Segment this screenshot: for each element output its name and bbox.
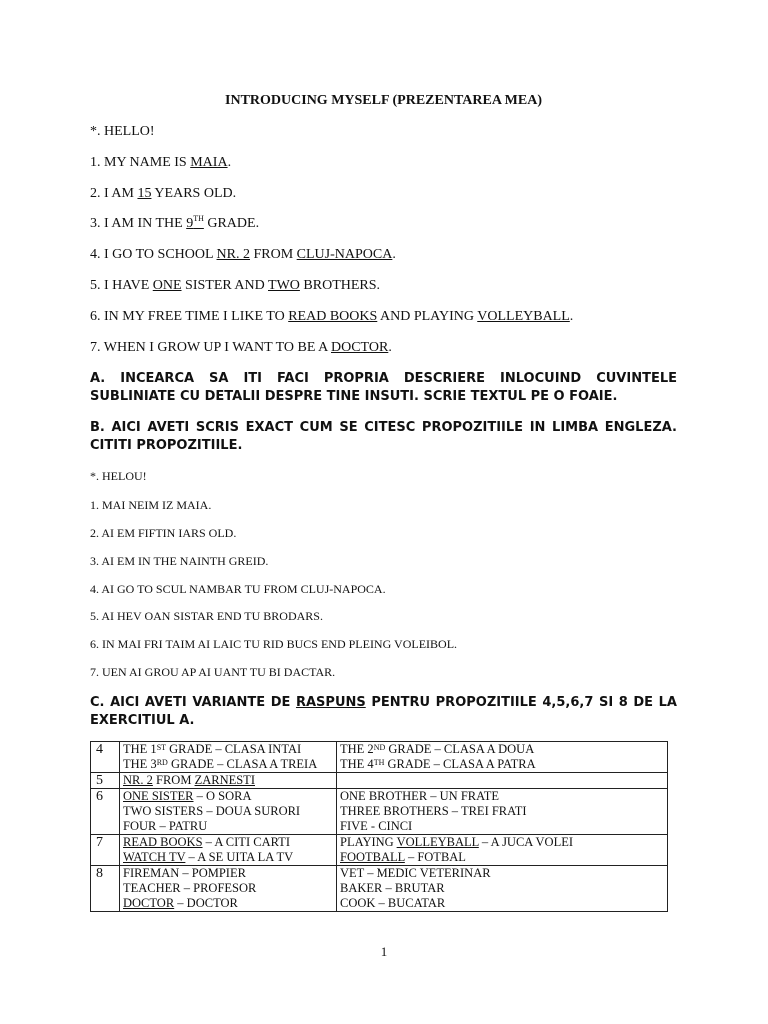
intro-sentence-3: 3. I AM IN THE 9TH GRADE. — [90, 214, 260, 231]
options-cell: ONE SISTER – O SORA TWO SISTERS – DOUA SURORI FOUR – PATRU — [120, 789, 337, 835]
underlined-word: READ BOOKS — [288, 309, 378, 324]
answer-options-table — [90, 741, 668, 912]
phonetic-sentence-7: 7. UEN AI GROU AP AI UANT TU BI DACTAR. — [90, 665, 336, 679]
underlined-word: 9TH — [186, 214, 204, 231]
underlined-word: 15 — [137, 186, 152, 201]
table-row — [91, 835, 668, 866]
phonetic-hello: *. HELOU! — [90, 469, 147, 483]
row-number: 5 — [91, 773, 120, 789]
options-cell: THE 2ND GRADE – CLASA A DOUA THE 4TH GRADE – CLASA A PATRA — [337, 742, 668, 773]
underlined-word: TWO — [268, 278, 300, 293]
intro-sentence-6: 6. IN MY FREE TIME I LIKE TO READ BOOKS AND PLAYING VOLLEYBALL. — [90, 309, 574, 324]
intro-sentence-1: 1. MY NAME IS MAIA. — [90, 155, 232, 170]
options-cell — [337, 773, 668, 789]
row-number: 4 — [91, 742, 120, 773]
intro-hello: *. HELLO! — [90, 124, 155, 139]
phonetic-sentence-6: 6. IN MAI FRI TAIM AI LAIC TU RID BUCS END PLEING VOLEIBOL. — [90, 637, 458, 651]
document-title: INTRODUCING MYSELF (PREZENTAREA MEA) — [225, 93, 542, 108]
phonetic-sentence-4: 4. AI GO TO SCUL NAMBAR TU FROM CLUJ-NAPOCA. — [90, 582, 386, 596]
phonetic-sentence-1: 1. MAI NEIM IZ MAIA. — [90, 498, 212, 512]
options-cell: READ BOOKS – A CITI CARTI WATCH TV – A SE UITA LA TV — [120, 835, 337, 866]
exercise-c-instructions: C. AICI AVETI VARIANTE DE RASPUNS PENTRU PROPOZITIILE 4,5,6,7 SI 8 DE LA EXERCITIUL A. — [90, 695, 677, 728]
intro-sentence-4: 4. I GO TO SCHOOL NR. 2 FROM CLUJ-NAPOCA. — [90, 247, 396, 262]
underlined-word: RASPUNS — [295, 695, 366, 710]
options-cell: PLAYING VOLLEYBALL – A JUCA VOLEI FOOTBALL – FOTBAL — [337, 835, 668, 866]
underlined-word: VOLLEYBALL — [477, 309, 570, 324]
phonetic-sentence-3: 3. AI EM IN THE NAINTH GREID. — [90, 554, 269, 568]
table-row — [91, 866, 668, 912]
options-cell: ONE BROTHER – UN FRATE THREE BROTHERS – TREI FRATI FIVE - CINCI — [337, 789, 668, 835]
options-cell: THE 1ST GRADE – CLASA INTAI THE 3RD GRADE – CLASA A TREIA — [120, 742, 337, 773]
underlined-word: MAIA — [190, 155, 228, 170]
row-number: 7 — [91, 835, 120, 866]
options-cell: FIREMAN – POMPIER TEACHER – PROFESOR DOCTOR – DOCTOR — [120, 866, 337, 912]
row-number: 8 — [91, 866, 120, 912]
table-row — [91, 773, 668, 789]
intro-sentence-7: 7. WHEN I GROW UP I WANT TO BE A DOCTOR. — [90, 340, 392, 355]
options-cell: NR. 2 FROM ZARNESTI — [120, 773, 337, 789]
row-number: 6 — [91, 789, 120, 835]
underlined-word: DOCTOR — [331, 340, 389, 355]
phonetic-sentence-2: 2. AI EM FIFTIN IARS OLD. — [90, 526, 237, 540]
page-number: 1 — [380, 944, 388, 959]
underlined-word: NR. 2 — [216, 247, 250, 262]
table-row — [91, 742, 668, 773]
intro-sentence-2: 2. I AM 15 YEARS OLD. — [90, 186, 237, 201]
underlined-word: ONE — [152, 278, 182, 293]
phonetic-sentence-5: 5. AI HEV OAN SISTAR END TU BRODARS. — [90, 609, 323, 623]
exercise-a-instructions: A. INCEARCA SA ITI FACI PROPRIA DESCRIERE INLOCUIND CUVINTELE SUBLINIATE CU DETALII DESPRE TINE INSUTI. SCRIE TEXTUL PE O FOAIE. — [90, 371, 677, 404]
underlined-word: CLUJ-NAPOCA — [296, 247, 393, 262]
options-cell: VET – MEDIC VETERINAR BAKER – BRUTAR COOK – BUCATAR — [337, 866, 668, 912]
intro-sentence-5: 5. I HAVE ONE SISTER AND TWO BROTHERS. — [90, 278, 381, 293]
exercise-b-instructions: B. AICI AVETI SCRIS EXACT CUM SE CITESC PROPOZITIILE IN LIMBA ENGLEZA. CITITI PROPOZITIILE. — [90, 420, 677, 453]
table-row — [91, 789, 668, 835]
